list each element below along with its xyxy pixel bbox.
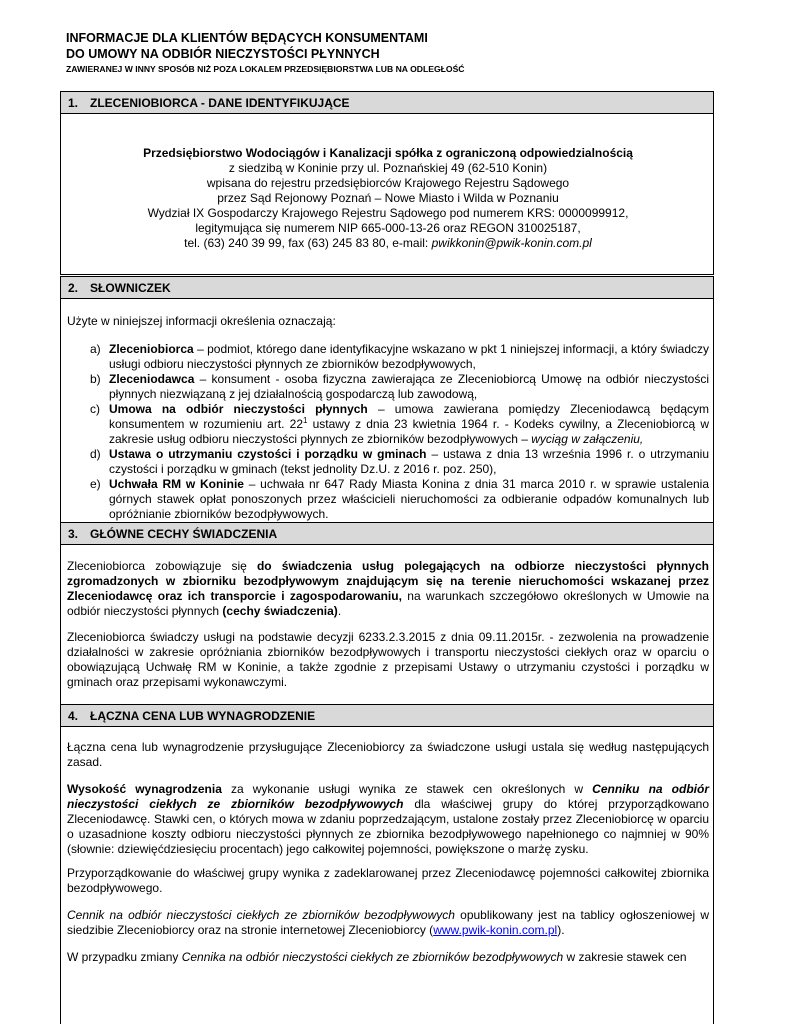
- text-run-bold: (cechy świadczenia): [222, 604, 338, 618]
- glossary-term: Zleceniobiorca: [109, 342, 194, 356]
- section-4-heading: [60, 704, 714, 727]
- company-name: Przedsiębiorstwo Wodociągów i Kanalizacji spółka z ograniczoną odpowiedzialnością: [143, 146, 633, 160]
- text-run-italic: Cennik na odbiór nieczystości ciekłych ze zbiorników bezodpływowych: [67, 908, 455, 922]
- glossary-term: Zleceniodawca: [109, 372, 195, 386]
- price-paragraph-2: [67, 782, 709, 857]
- text-run-bold: do świadczenia usług polegających na odbiorze nieczystości płynnych zgromadzonych w zbiorniku bezodpływowym znajdującym się na terenie nieruchomości wskazanej przez Zleceniodawcę oraz ich transporcie i zagospodarowaniu,: [67, 559, 709, 603]
- glossary-term: Uchwała RM w Koninie: [109, 477, 244, 491]
- glossary-definition-cont: ustawy z dnia 23 kwietnia 1964 r. - Kodeks cywilny, a Zleceniobiorcą w zakresie usług odbioru nieczystości płynnych ze zbiorników bezodpływowych –: [109, 417, 710, 446]
- list-marker: e): [90, 477, 101, 491]
- company-court: przez Sąd Rejonowy Poznań – Nowe Miasto i Wilda w Poznaniu: [217, 191, 559, 205]
- footnote-superscript: 1: [303, 416, 308, 425]
- list-item: [67, 372, 709, 402]
- glossary-attachment-note: wyciąg w załączeniu,: [531, 432, 644, 446]
- section-number: 3.: [68, 527, 79, 541]
- glossary-term: Ustawa o utrzymaniu czystości i porządku w gminach: [109, 447, 427, 461]
- text-run: ).: [557, 923, 565, 937]
- glossary-definition: – umowa zawierana pomiędzy Zleceniodawcą będącym konsumentem w rozumieniu art. 22: [109, 402, 709, 431]
- company-email[interactable]: pwikkonin@pwik-konin.com.pl: [431, 236, 592, 250]
- list-item: [67, 447, 709, 477]
- company-division: Wydział IX Gospodarczy Krajowego Rejestru Sądowego pod numerem KRS: 0000099912,: [147, 206, 629, 220]
- glossary-definition: – konsument - osoba fizyczna zawierająca ze Zleceniobiorcą Umowę na odbiór nieczystości płynnych niezwiązaną z jej działalnością gospodarczą lub zawodową,: [109, 372, 709, 401]
- text-run-bold-italic: Cenniku na odbiór nieczystości ciekłych ze zbiorników bezodpływowych: [67, 782, 709, 811]
- text-run: .: [337, 604, 342, 618]
- glossary-intro: Użyte w niniejszej informacji określenia oznaczają:: [67, 314, 336, 328]
- price-paragraph-5: [67, 950, 709, 965]
- company-block: [67, 146, 709, 251]
- glossary-definition: – uchwała nr 647 Rady Miasta Konina z dnia 31 marca 2010 r. w sprawie ustalenia górnych stawek opłat ponoszonych przez właścicieli nieruchomości za odbieranie odpadów komunalnych lub opróżnianie zbiorników bezodpływowych.: [109, 477, 710, 521]
- company-ids: legitymująca się numerem NIP 665-000-13-26 oraz REGON 310025187,: [195, 221, 581, 235]
- text-run: na warunkach szczegółowo określonych w Umowie na odbiór nieczystości płynnych: [67, 589, 709, 618]
- document-header: [66, 30, 465, 76]
- list-item: [67, 477, 709, 522]
- list-marker: b): [90, 372, 101, 386]
- company-registry: wpisana do rejestru przedsiębiorców Krajowego Rejestru Sądowego: [206, 176, 570, 190]
- glossary-definition: – podmiot, którego dane identyfikacyjne wskazano w pkt 1 niniejszej informacji, a który świadczy usługi odbioru nieczystości płynnych ze zbiorników bezodpływowych,: [109, 342, 709, 371]
- glossary-term: Umowa na odbiór nieczystości płynnych: [109, 402, 368, 416]
- header-line-1: INFORMACJE DLA KLIENTÓW BĘDĄCYCH KONSUMENTAMI: [66, 31, 428, 45]
- price-paragraph-3: Przyporządkowanie do właściwej grupy wynika z zadeklarowanej przez Zleceniodawcę pojemności całkowitej zbiornika bezodpływowego.: [67, 866, 709, 895]
- website-link[interactable]: www.pwik-konin.com.pl: [433, 923, 558, 937]
- header-line-2: DO UMOWY NA ODBIÓR NIECZYSTOŚCI PŁYNNYCH: [66, 47, 380, 61]
- section-title: ŁĄCZNA CENA LUB WYNAGRODZENIE: [90, 709, 316, 723]
- section-title: ZLECENIOBIORCA - DANE IDENTYFIKUJĄCE: [90, 96, 350, 110]
- text-run-bold: Wysokość wynagrodzenia: [67, 782, 222, 796]
- section-title: GŁÓWNE CECHY ŚWIADCZENIA: [90, 527, 278, 541]
- header-line-3: ZAWIERANEJ W INNY SPOSÓB NIŻ POZA LOKALEM PRZEDSIĘBIORSTWA LUB NA ODLEGŁOŚĆ: [66, 64, 465, 74]
- list-item: [67, 402, 709, 447]
- section-1-heading: [60, 91, 714, 114]
- list-marker: a): [90, 342, 101, 356]
- glossary-definition: – ustawa z dnia 13 września 1996 r. o utrzymaniu czystości i porządku w gminach (tekst jednolity Dz.U. z 2016 r. poz. 250),: [109, 447, 709, 476]
- text-run: w zakresie stawek cen: [563, 950, 687, 964]
- section-number: 1.: [68, 96, 79, 110]
- features-paragraph-2: Zleceniobiorca świadczy usługi na podstawie decyzji 6233.2.3.2015 z dnia 09.11.2015r. - zezwolenia na prowadzenie działalności w zakresie opróżniania zbiorników bezodpływowych i transportu nieczystości ciekłych oraz w oparciu o obowiązującą Uchwałę RM w Koninie, a także zgodnie z przepisami Ustawy o utrzymaniu czystości i porządku w gminach oraz przepisami wykonawczymi.: [67, 630, 709, 689]
- list-marker: d): [90, 447, 101, 461]
- section-number: 2.: [68, 281, 79, 295]
- section-3-heading: [60, 522, 714, 545]
- price-paragraph-1: Łączna cena lub wynagrodzenie przysługujące Zleceniobiorcy za świadczone usługi ustala się według następujących zasad.: [67, 740, 709, 769]
- features-paragraph-1: [67, 559, 709, 619]
- company-contact-prefix: tel. (63) 240 39 99, fax (63) 245 83 80, e-mail:: [184, 236, 432, 250]
- section-number: 4.: [68, 709, 79, 723]
- text-run: dla właściwej grupy do której przyporządkowano Zleceniodawcę. Stawki cen, o których mowa w zdaniu poprzedzającym, ustalone zostały przez Zleceniobiorcę w oparciu o uzasadnione koszty odbioru nieczystości płynnych ze zbiornika bezodpływowego napełnionego co najmniej w 90% (słownie: dziewięćdziesięciu procentach) jego całkowitej pojemności, powiększone o marżę zysku.: [67, 797, 709, 856]
- text-run: opublikowany jest na tablicy ogłoszeniowej w siedzibie Zleceniobiorcy oraz na stronie internetowej Zleceniobiorcy (: [67, 908, 709, 937]
- company-seat: z siedzibą w Koninie przy ul. Poznańskiej 49 (62-510 Konin): [228, 161, 548, 175]
- text-run: za wykonanie usługi wynika ze stawek cen określonych w: [221, 782, 593, 796]
- list-item: [67, 342, 709, 372]
- price-paragraph-4: [67, 908, 709, 938]
- company-contact: [67, 236, 709, 251]
- section-title: SŁOWNICZEK: [90, 281, 171, 295]
- text-run: Zleceniobiorca zobowiązuje się: [67, 559, 257, 573]
- list-marker: c): [90, 402, 100, 416]
- text-run-italic: Cennika na odbiór nieczystości ciekłych ze zbiorników bezodpływowych: [181, 950, 564, 964]
- text-run: W przypadku zmiany: [67, 950, 182, 964]
- section-2-heading: [60, 276, 714, 299]
- glossary-list: [67, 342, 709, 522]
